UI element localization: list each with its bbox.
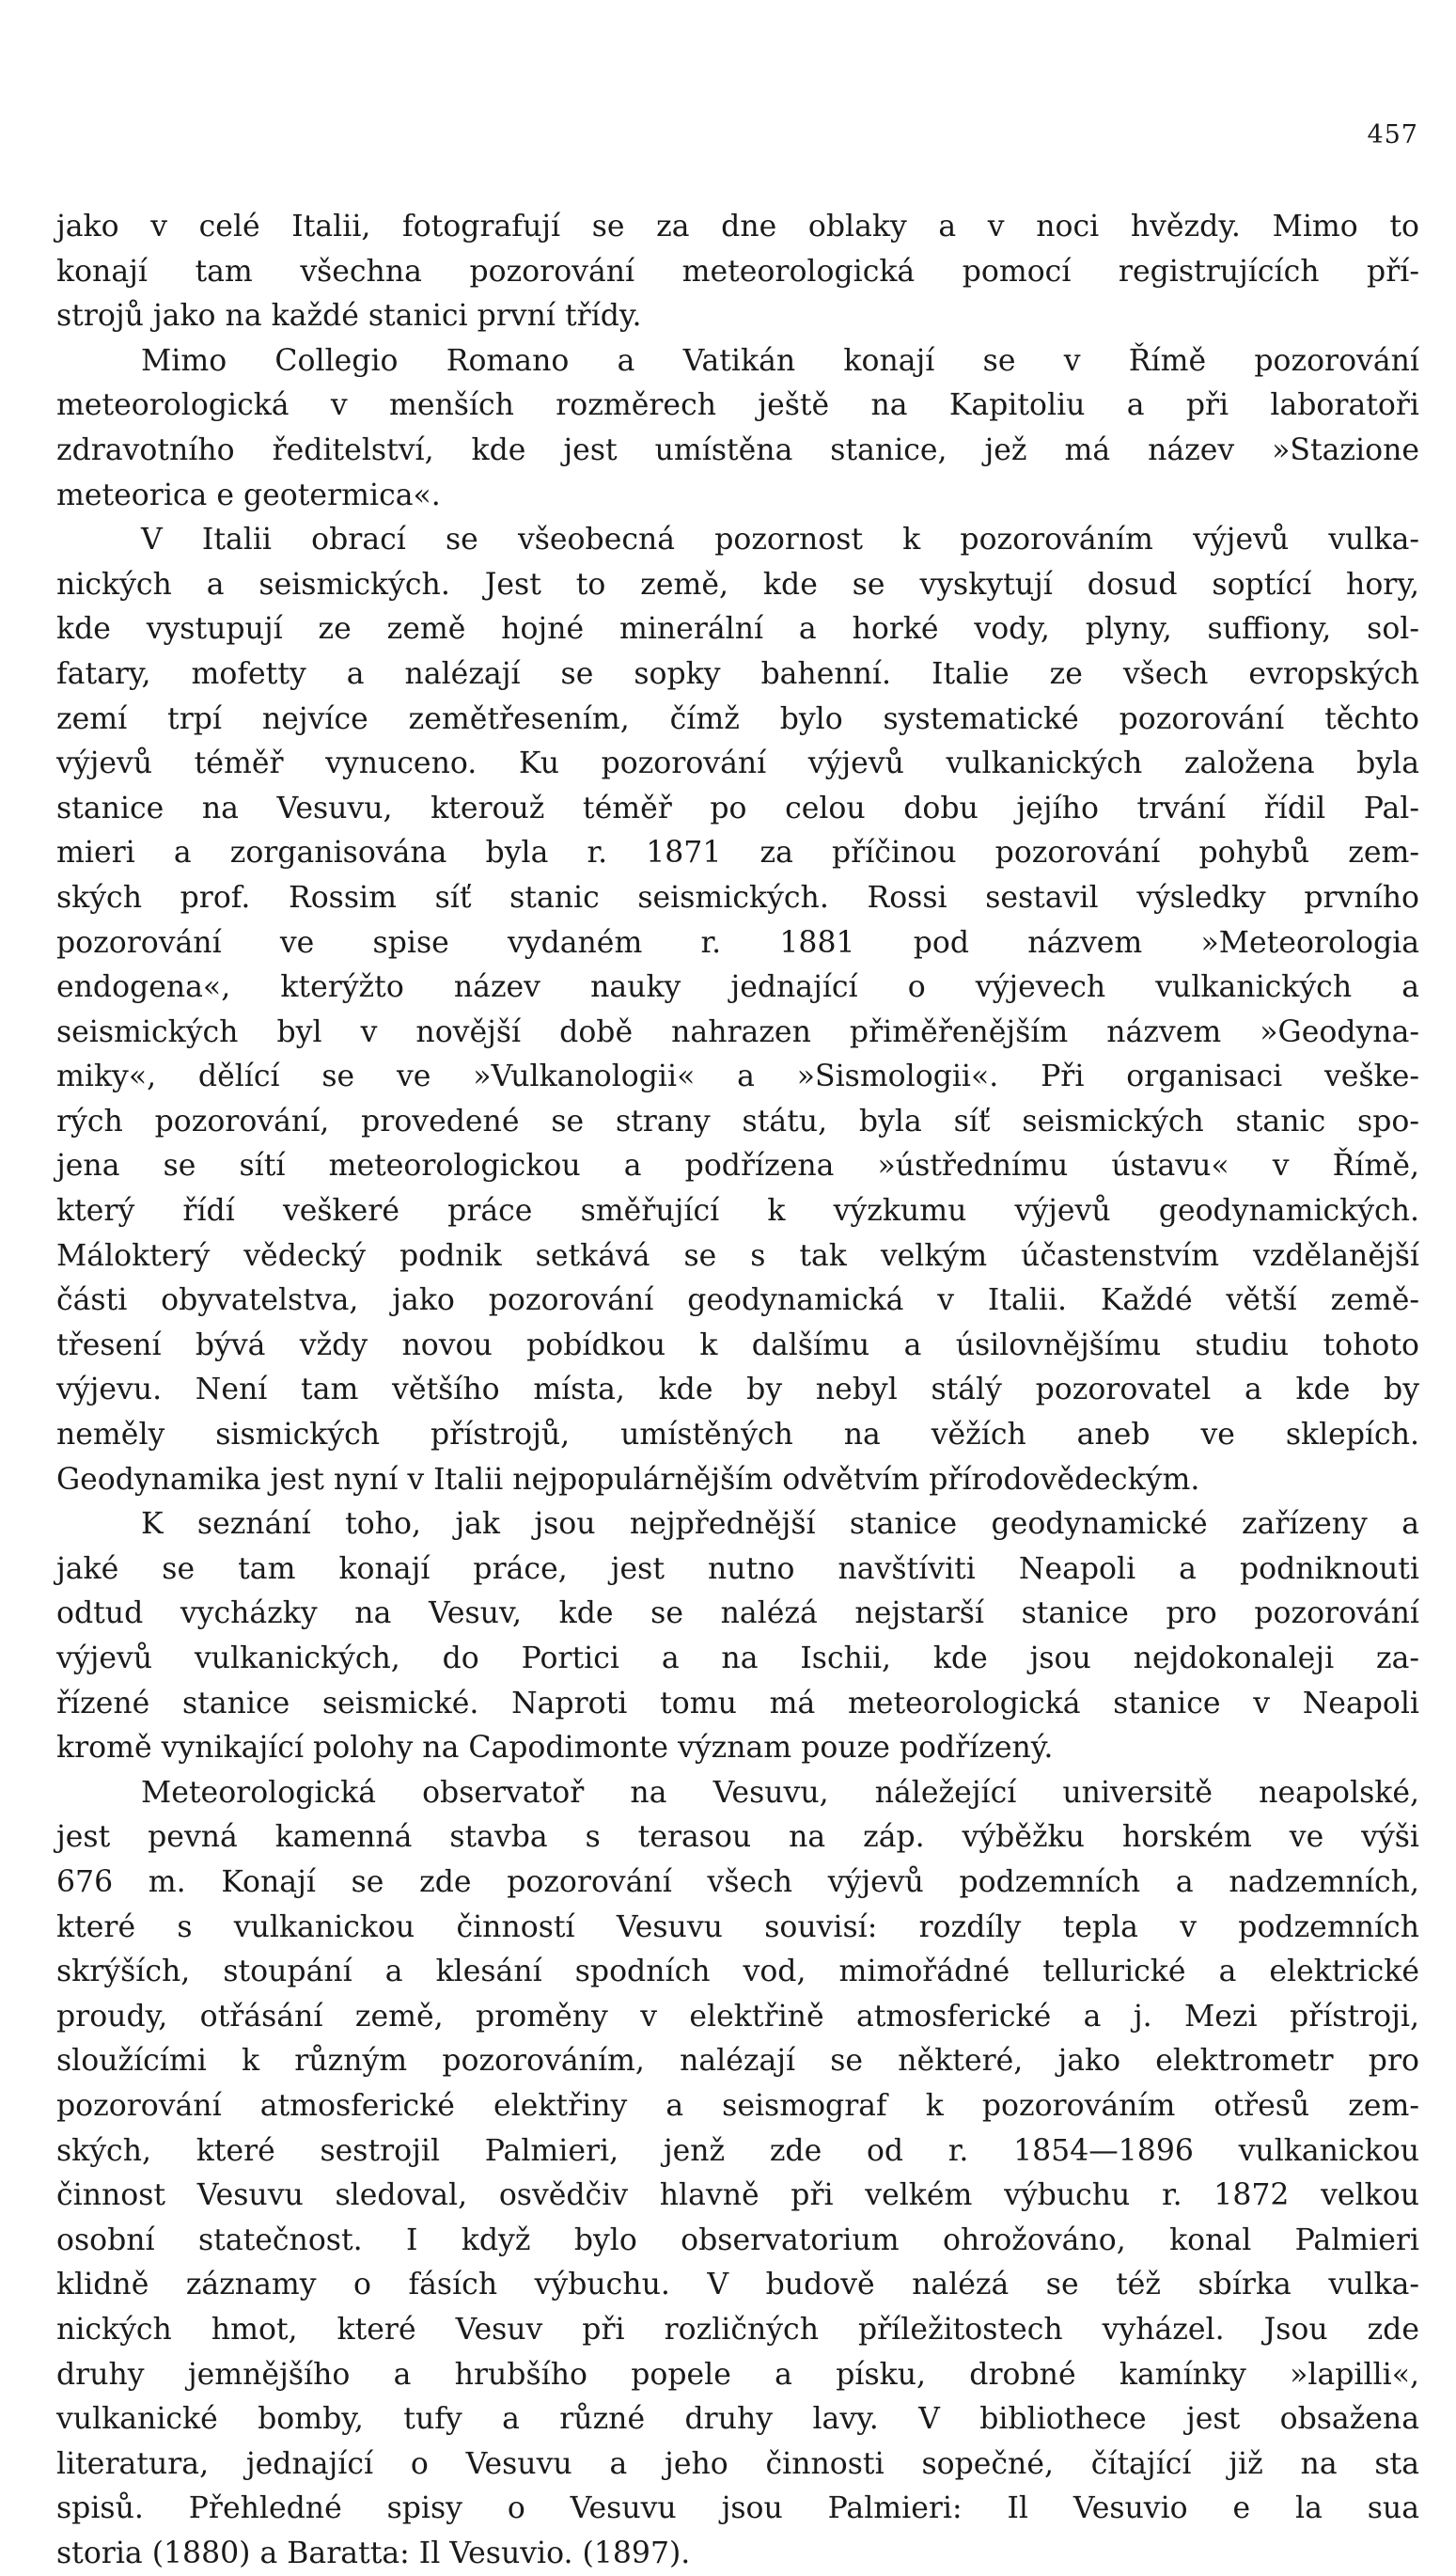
text-line: části obyvatelstva, jako pozorování geodynamická v Italii. Každé větší země- [56, 1283, 1419, 1318]
text-line: mieri a zorganisována byla r. 1871 za příčinou pozorování pohybů zem- [56, 836, 1419, 871]
text-line: strojů jako na každé stanici první třídy. [56, 299, 642, 334]
text-line: meteorica e geotermica«. [56, 478, 441, 512]
text-line: druhy jemnějšího a hrubšího popele a písku, drobné kamínky »lapilli«, [56, 2357, 1419, 2392]
text-line: ských, které sestrojil Palmieri, jenž zde od r. 1854—1896 vulkanickou [56, 2133, 1419, 2168]
text-line: K seznání toho, jak jsou nejpřednější stanice geodynamické zařízeny a [141, 1507, 1419, 1542]
text-line: jako v celé Italii, fotografují se za dne oblaky a v noci hvězdy. Mimo to [56, 210, 1419, 243]
text-line: Málokterý vědecký podnik setkává se s tak velkým účastenstvím vzdělanější [56, 1238, 1419, 1273]
text-line: ských prof. Rossim síť stanic seismických. Rossi sestavil výsledky prvního [56, 880, 1419, 915]
text-line: pozorování ve spise vydaném r. 1881 pod názvem »Meteorologia [56, 925, 1419, 960]
text-line: meteorologická v menších rozměrech ještě na Kapitoliu a při laboratoři [56, 388, 1419, 423]
text-line: Geodynamika jest nyní v Italii nejpopulárnějším odvětvím přírodovědeckým. [56, 1462, 1200, 1497]
text-line: odtud vycházky na Vesuv, kde se nalézá nejstarší stanice pro pozorování [56, 1596, 1419, 1631]
text-line: klidně záznamy o fásích výbuchu. V budově nalézá se též sbírka vulka- [56, 2268, 1419, 2302]
text-line: nických hmot, které Vesuv při rozličných příležitostech vyházel. Jsou zde [56, 2312, 1419, 2347]
text-line: vulkanické bomby, tufy a různé druhy lavy. V bibliothece jest obsažena [56, 2402, 1419, 2437]
text-line: jest pevná kamenná stavba s terasou na záp. výběžku horském ve výši [56, 1820, 1419, 1855]
text-line: které s vulkanickou činností Vesuvu souvisí: rozdíly tepla v podzemních [56, 1909, 1419, 1944]
text-line: Meteorologická observatoř na Vesuvu, náležející universitě neapolské, [141, 1775, 1419, 1810]
text-line: který řídí veškeré práce směřující k výzkumu výjevů geodynamických. [56, 1194, 1419, 1229]
text-line: spisů. Přehledné spisy o Vesuvu jsou Palmieri: Il Vesuvio e la sua [56, 2491, 1419, 2526]
text-line: výjevů téměř vynuceno. Ku pozorování výjevů vulkanických založena byla [56, 746, 1419, 781]
text-line: nických a seismických. Jest to země, kde se vyskytují dosud soptící hory, [56, 567, 1419, 602]
text-line: Mimo Collegio Romano a Vatikán konají se v Římě pozorování [141, 343, 1419, 378]
text-line: kromě vynikající polohy na Capodimonte význam pouze podřízený. [56, 1731, 1054, 1766]
text-line: jena se sítí meteorologickou a podřízena »ústřednímu ústavu« v Římě, [56, 1149, 1419, 1184]
text-line: osobní statečnost. I když bylo observatorium ohrožováno, konal Palmieri [56, 2223, 1419, 2257]
text-line: konají tam všechna pozorování meteorologická pomocí registrujících pří- [56, 254, 1419, 289]
text-line: miky«, dělící se ve »Vulkanologii« a »Sismologii«. Při organisaci veške- [56, 1060, 1419, 1094]
body-text [56, 205, 1419, 2576]
text-line: výjevů vulkanických, do Portici a na Ischii, kde jsou nejdokonaleji za- [56, 1641, 1419, 1675]
text-line: stanice na Vesuvu, kterouž téměř po celou dobu jejího trvání řídil Pal- [56, 791, 1419, 825]
text-line: seismických byl v novější době nahrazen přiměřenějším názvem »Geodyna- [56, 1014, 1419, 1049]
text-line: kde vystupují ze země hojné minerální a horké vody, plyny, suffiony, sol- [56, 612, 1419, 647]
text-line: skrýších, stoupání a klesání spodních vod, mimořádné tellurické a elektrické [56, 1955, 1419, 1989]
text-line: 676 m. Konají se zde pozorování všech výjevů podzemních a nadzemních, [56, 1864, 1419, 1899]
text-line: sloužícími k různým pozorováním, nalézají se některé, jako elektrometr pro [56, 2044, 1419, 2079]
page-number: 457 [1367, 120, 1418, 149]
text-line: neměly sismických přístrojů, umístěných na věžích aneb ve sklepích. [56, 1418, 1419, 1453]
text-line: fatary, mofetty a nalézají se sopky bahenní. Italie ze všech evropských [56, 656, 1419, 691]
text-line: třesení bývá vždy novou pobídkou k dalšímu a úsilovnějšímu studiu tohoto [56, 1327, 1419, 1362]
text-line: endogena«, kterýžto název nauky jednající o výjevech vulkanických a [56, 970, 1419, 1005]
text-line: výjevu. Není tam většího místa, kde by nebyl stálý pozorovatel a kde by [56, 1373, 1419, 1407]
text-line: činnost Vesuvu sledoval, osvědčiv hlavně při velkém výbuchu r. 1872 velkou [56, 2178, 1419, 2213]
text-line: rých pozorování, provedené se strany státu, byla síť seismických stanic spo- [56, 1104, 1419, 1139]
text-line: zdravotního ředitelství, kde jest umístěna stanice, jež má název »Stazione [56, 432, 1419, 467]
text-line: literatura, jednající o Vesuvu a jeho činnosti sopečné, čítající již na sta [56, 2446, 1419, 2481]
text-line: proudy, otřásání země, proměny v elektřině atmosferické a j. Mezi přístroji, [56, 1999, 1419, 2034]
text-line: jaké se tam konají práce, jest nutno navštíviti Neapoli a podniknouti [56, 1551, 1419, 1586]
text-line: V Italii obrací se všeobecná pozornost k pozorováním výjevů vulka- [141, 523, 1419, 558]
text-line: řízené stanice seismické. Naproti tomu má meteorologická stanice v Neapoli [56, 1686, 1419, 1720]
text-line: pozorování atmosferické elektřiny a seismograf k pozorováním otřesů zem- [56, 2088, 1419, 2123]
text-line: zemí trpí nejvíce zemětřesením, čímž bylo systematické pozorování těchto [56, 701, 1419, 736]
text-line: storia (1880) a Baratta: Il Vesuvio. (1897). [56, 2536, 691, 2570]
